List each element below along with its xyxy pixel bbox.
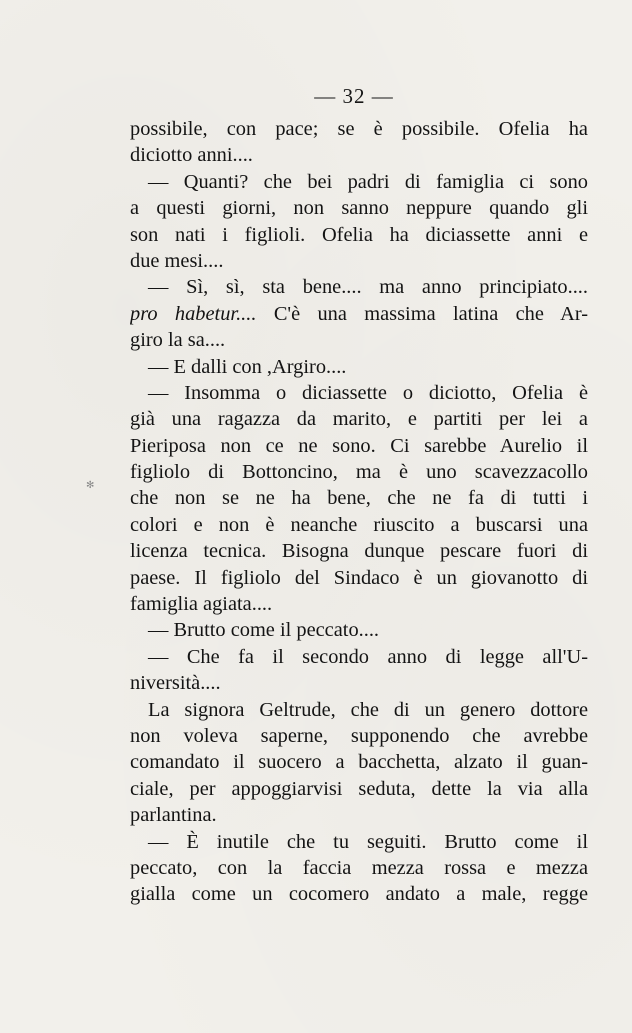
text-segment: C'è una massima latina che Ar-: [256, 302, 588, 325]
text-line: ciale, per appoggiarvisi seduta, dette la via alla: [130, 777, 588, 800]
text-line: giro la sa....: [130, 329, 226, 352]
text-line: peccato, con la faccia mezza rossa e mezza: [130, 856, 588, 879]
text-line: La signora Geltrude, che di un genero dottore: [148, 698, 588, 721]
italic-phrase: pro habetur....: [130, 302, 257, 325]
text-line: licenza tecnica. Bisogna dunque pescare fuori di: [130, 540, 588, 563]
text-line: — Sì, sì, sta bene.... ma anno principiato....: [148, 276, 588, 299]
text-line: — È inutile che tu seguiti. Brutto come il: [148, 830, 588, 853]
text-line: paese. Il figliolo del Sindaco è un giovanotto di: [130, 566, 588, 589]
text-line: — Insomma o diciassette o diciotto, Ofelia è: [148, 381, 588, 404]
text-line: parlantina.: [130, 804, 217, 827]
text-line: — Che fa il secondo anno di legge all'U-: [148, 645, 588, 668]
text-line: famiglia agiata....: [130, 593, 273, 616]
page-number: — 32 —: [314, 84, 394, 108]
text-line: son nati i figlioli. Ofelia ha diciassette anni e: [130, 223, 588, 246]
text-line: due mesi....: [130, 249, 224, 272]
body-text: [130, 116, 588, 908]
text-line: non voleva saperne, supponendo che avrebbe: [130, 724, 588, 747]
text-line: che non se ne ha bene, che ne fa di tutti i: [130, 487, 588, 510]
text-line: comandato il suocero a bacchetta, alzato il guan-: [130, 751, 588, 774]
text-line: possibile, con pace; se è possibile. Ofelia ha: [130, 118, 588, 140]
text-line: Pieriposa non ce ne sono. Ci sarebbe Aurelio il: [130, 434, 588, 457]
text-line: colori e non è neanche riuscito a buscarsi una: [130, 513, 588, 536]
text-line: — Brutto come il peccato....: [148, 619, 380, 642]
text-line: [130, 301, 588, 327]
text-line: già una ragazza da marito, e partiti per lei a: [130, 408, 588, 431]
text-line: — E dalli con ,Argiro....: [148, 355, 347, 378]
text-line: figliolo di Bottoncino, ma è uno scavezzacollo: [130, 461, 588, 484]
stray-mark: ✻: [86, 480, 95, 491]
text-line: a questi giorni, non sanno neppure quando gli: [130, 197, 588, 220]
text-line: diciotto anni....: [130, 144, 253, 167]
text-line: niversità....: [130, 672, 221, 695]
text-line: — Quanti? che bei padri di famiglia ci sono: [148, 170, 588, 193]
text-line: gialla come un cocomero andato a male, regge: [130, 883, 588, 906]
